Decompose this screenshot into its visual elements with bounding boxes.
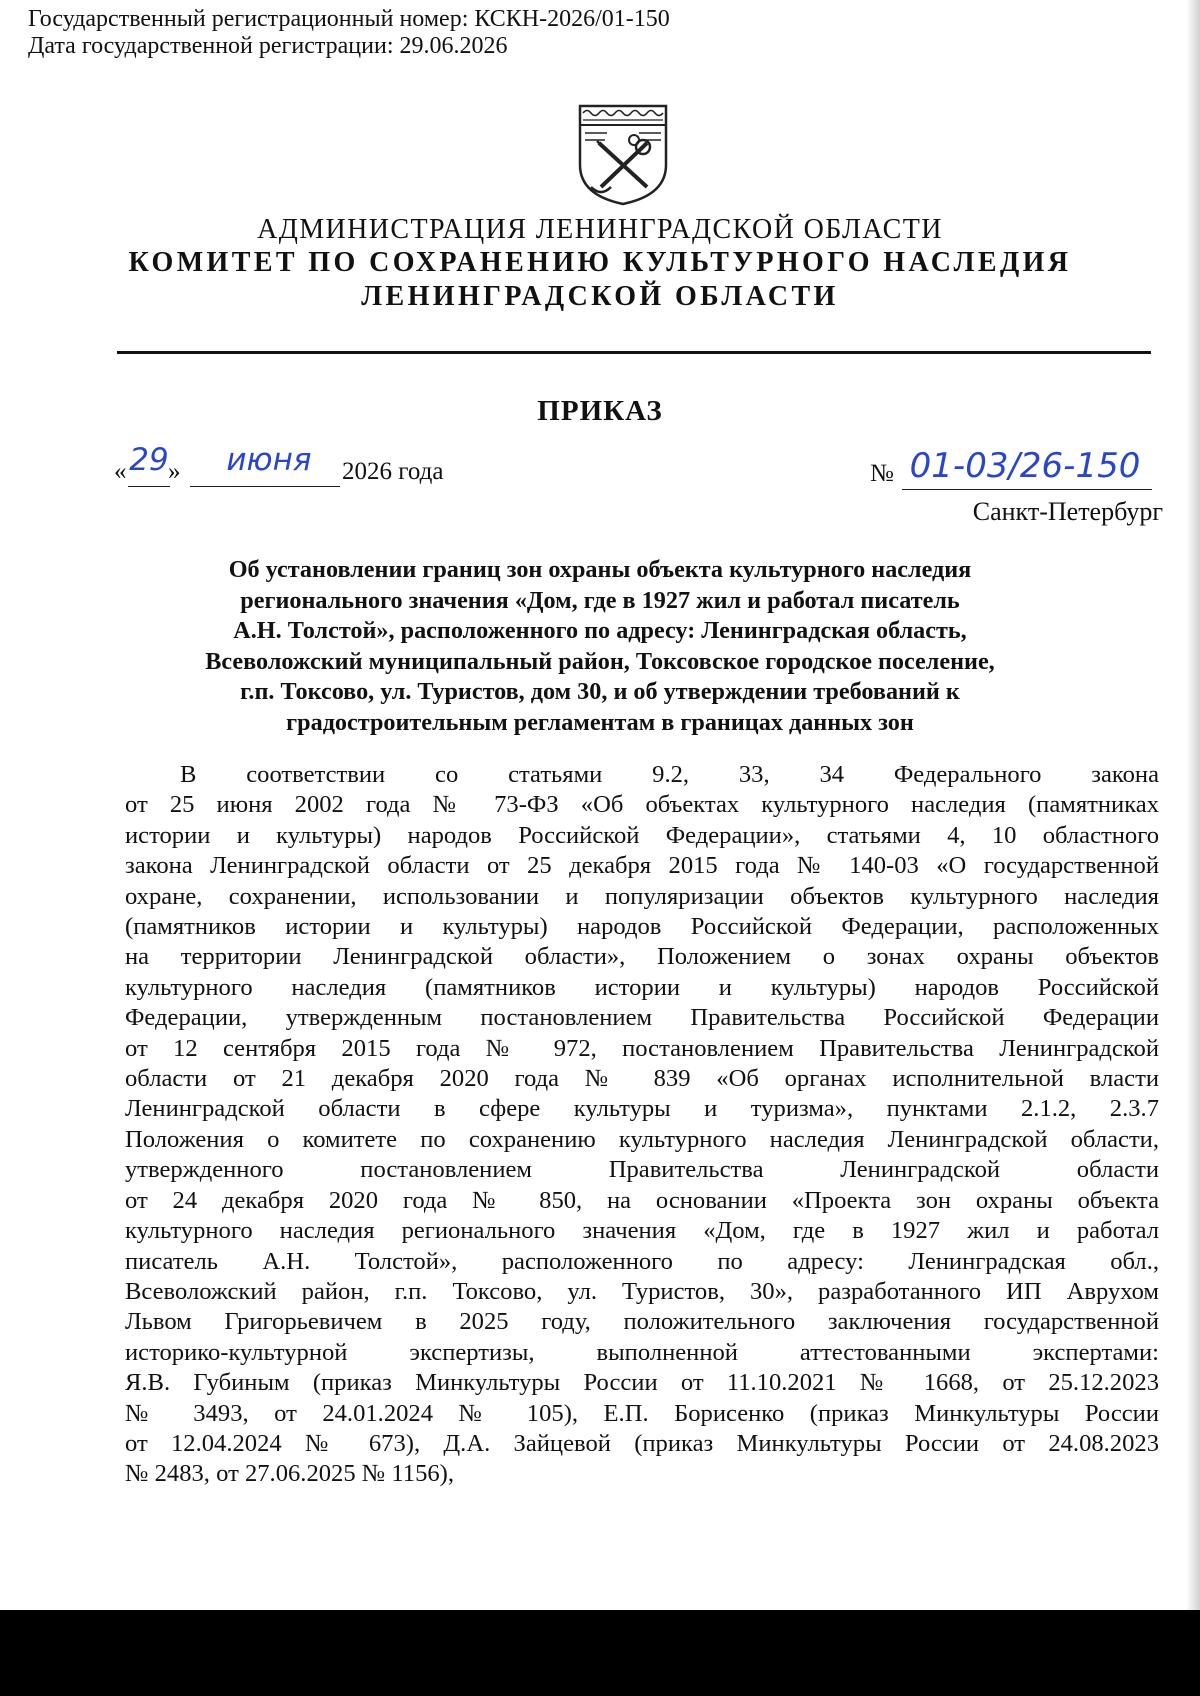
body-line: Всеволожский район, г.п. Токсово, ул. Туристов, 30», разработанного ИП Аврухом (125, 1277, 1159, 1305)
body-line: от 12.04.2024 № 673), Д.А. Зайцевой (приказ Минкультуры России от 24.08.2023 (125, 1429, 1159, 1457)
date-day-underline (128, 486, 170, 487)
order-number-handwritten: 01-03/26-150 (909, 446, 1141, 486)
order-subject (130, 555, 1070, 738)
subject-line: градостроительным регламентам в границах данных зон (286, 708, 914, 736)
body-line: (памятников истории и культуры) народов Российской Федерации, расположенных (125, 913, 1159, 941)
body-line: В соответствии со статьями 9.2, 33, 34 Федерального закона (180, 761, 1159, 788)
body-line: Федерации, утвержденным постановлением Правительства Российской Федерации (125, 1004, 1159, 1032)
body-line: на территории Ленинградской области», Положением о зонах охраны объектов (125, 943, 1159, 971)
body-line: писатель А.Н. Толстой», расположенного по адресу: Ленинградская обл., (125, 1247, 1159, 1275)
subject-line: регионального значения «Дом, где в 1927 жил и работал писатель (240, 586, 960, 614)
document-type: ПРИКАЗ (537, 395, 663, 427)
number-sign: № (870, 460, 894, 487)
body-line: от 25 июня 2002 года № 73-ФЗ «Об объектах культурного наследия (памятниках (125, 791, 1159, 819)
committee-name-line-2: ЛЕНИНГРАДСКОЙ ОБЛАСТИ (361, 281, 839, 312)
body-line: Львом Григорьевичем в 2025 году, положительного заключения государственной (125, 1308, 1159, 1336)
body-line: от 12 сентября 2015 года № 972, постановлением Правительства Ленинградской (125, 1034, 1159, 1062)
administration-name: АДМИНИСТРАЦИЯ ЛЕНИНГРАДСКОЙ ОБЛАСТИ (257, 214, 943, 245)
body-line: культурного наследия регионального значения «Дом, где в 1927 жил и работал (125, 1217, 1159, 1245)
body-line: Положения о комитете по сохранению культурного наследия Ленинградской области, (125, 1125, 1159, 1153)
date-month-handwritten: июня (226, 442, 312, 478)
city: Санкт-Петербург (972, 497, 1163, 526)
body-line: закона Ленинградской области от 25 декабря 2015 года № 140-03 «О государственной (125, 852, 1159, 880)
body-line: истории и культуры) народов Российской Федерации», статьями 4, 10 областного (125, 821, 1159, 849)
registration-block (28, 6, 670, 60)
date-month-underline (190, 486, 340, 487)
subject-line: Всеволожский муниципальный район, Токсовское городское поселение, (205, 647, 995, 675)
order-preamble (125, 760, 1159, 1490)
body-line: охране, сохранении, использовании и популяризации объектов культурного наследия (125, 882, 1159, 910)
body-line: № 3493, от 24.01.2024 № 105), Е.П. Борисенко (приказ Минкультуры России (125, 1399, 1159, 1427)
body-line: Я.В. Губиным (приказ Минкультуры России от 11.10.2021 № 1668, от 25.12.2023 (125, 1369, 1159, 1397)
order-number-underline (902, 489, 1152, 490)
subject-line: г.п. Токсово, ул. Туристов, дом 30, и об утверждении требований к (240, 678, 960, 705)
coat-of-arms-icon (577, 103, 669, 207)
registration-date: Дата государственной регистрации: 29.06.2026 (28, 33, 508, 59)
subject-line: Об установлении границ зон охраны объекта культурного наследия (228, 556, 972, 583)
subject-line: А.Н. Толстой», расположенного по адресу: Ленинградская область, (233, 617, 967, 644)
body-line: № 2483, от 27.06.2025 № 1156), (125, 1460, 455, 1488)
committee-name (0, 246, 1200, 314)
body-line: утвержденного постановлением Правительства Ленинградской области (125, 1156, 1159, 1184)
committee-name-line-1: КОМИТЕТ ПО СОХРАНЕНИЮ КУЛЬТУРНОГО НАСЛЕДИЯ (128, 247, 1072, 278)
body-line: культурного наследия (памятников истории и культуры) народов Российской (125, 973, 1159, 1001)
body-line: от 24 декабря 2020 года № 850, на основании «Проекта зон охраны объекта (125, 1186, 1159, 1214)
body-line: области от 21 декабря 2020 года № 839 «Об органах исполнительной власти (125, 1065, 1159, 1093)
date-day-handwritten: 29 (129, 442, 169, 478)
date-year: 2026 года (342, 458, 444, 485)
registration-number: Государственный регистрационный номер: КСКН-2026/01-150 (28, 6, 670, 32)
date-close-quote: » (168, 458, 181, 485)
body-line: Ленинградской области в сфере культуры и туризма», пунктами 2.1.2, 2.3.7 (125, 1095, 1159, 1123)
header-divider (117, 351, 1151, 354)
date-open-quote: « (114, 458, 127, 485)
scan-bottom-bar (0, 1610, 1200, 1696)
body-line: историко-культурной экспертизы, выполненной аттестованными экспертами: (125, 1338, 1159, 1366)
